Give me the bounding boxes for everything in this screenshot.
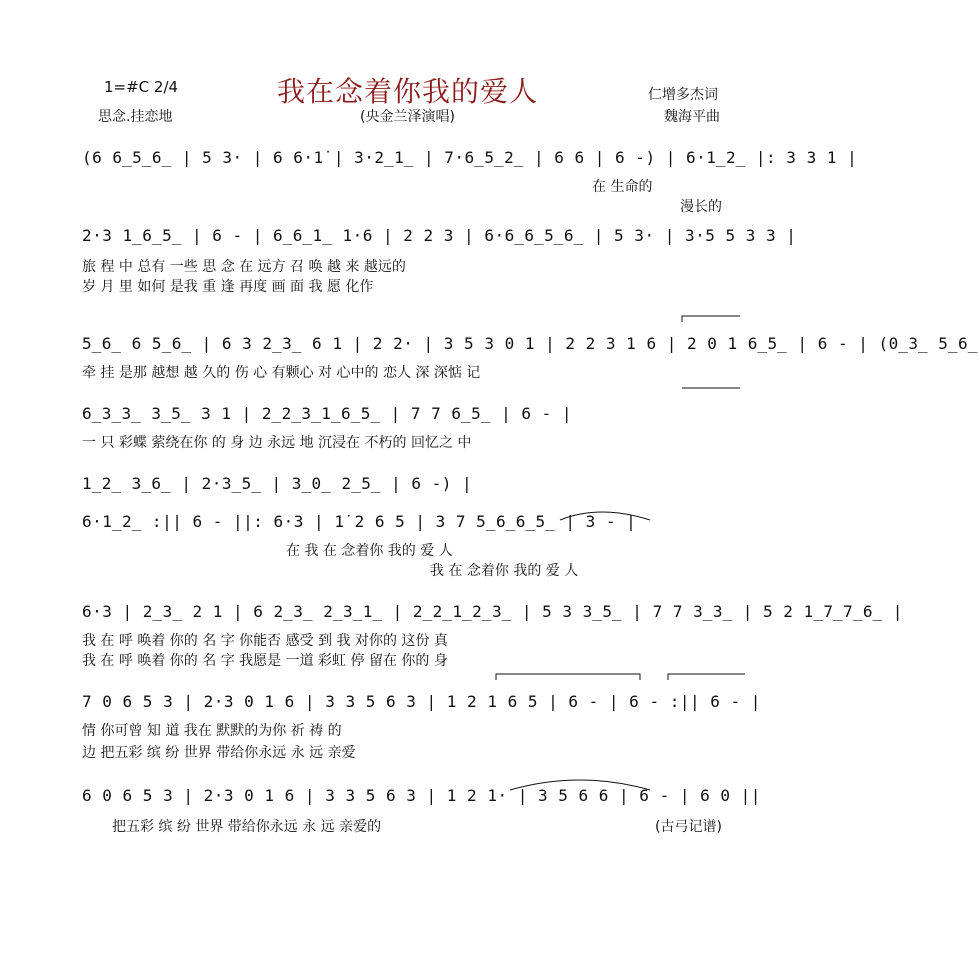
notation-row-9: 6 0 6 5 3 | 2·3 0 1 6 | 3 3 5 6 3 | 1 2 1· | 3 5 6 6 | 6 - | 6 0 || bbox=[82, 786, 761, 805]
lyric-row-9-1: 把五彩 缤 纷 世界 带给你永远 永 远 亲爱的 bbox=[112, 819, 382, 835]
notation-row-6: 6·1̲2̲ :|| 6 - ||: 6·3 | 1̇ 2 6 5 | 3 7 5̲6̲6̲5̲ | 3 - | bbox=[82, 512, 637, 531]
key-signature: 1=#C 2/4 bbox=[104, 78, 179, 96]
style-marking: 思念.挂恋地 bbox=[98, 109, 173, 125]
notation-row-7: 6·3 | 2̲3̲ 2 1 | 6 2̲3̲ 2̲3̲1̲ | 2̲2̲1̲2̲3̲ | 5 3 3̲5̲ | 7 7 3̲3̲ | 5 2 1̲7̲7̲6̲ | bbox=[82, 602, 903, 621]
notation-row-8: 7 0 6 5 3 | 2·3 0 1 6 | 3 3 5 6 3 | 1 2 1 6 5 | 6 - | 6 - :|| 6 - | bbox=[82, 692, 761, 711]
notation-row-1: (6 6̲5̲6̲ | 5 3· | 6 6·1̇ | 3·2̲1̲ | 7·6̲5̲2̲ | 6 6 | 6 -) | 6·1̲2̲ |: 3 3 1 | bbox=[82, 148, 858, 167]
lyric-row-6-1: 在 我 在 念着你 我的 爱 人 bbox=[286, 543, 453, 559]
notation-row-4: 6̲3̲3̲ 3̲5̲ 3 1 | 2̲2̲3̲1̲6̲5̲ | 7 7 6̲5̲ | 6 - | bbox=[82, 404, 573, 423]
lyric-row-7-1: 我 在 呼 唤着 你的 名 字 你能否 感受 到 我 对你的 这份 真 bbox=[82, 633, 448, 649]
lyric-row-3-1: 牵 挂 是那 越想 越 久的 伤 心 有颗心 对 心中的 恋人 深 深惦 记 bbox=[82, 365, 481, 381]
lyric-row-4-1: 一 只 彩蝶 萦绕在你 的 身 边 永远 地 沉浸在 不朽的 回忆之 中 bbox=[82, 435, 472, 451]
lyric-row-8-2: 边 把五彩 缤 纷 世界 带给你永远 永 远 亲爱 bbox=[82, 745, 356, 761]
lyric-row-1-2: 漫长的 bbox=[680, 199, 722, 215]
transcriber-credit: (古弓记谱) bbox=[655, 819, 722, 835]
notation-row-3: 5̲6̲ 6 5̲6̲ | 6 3 2̲3̲ 6 1 | 2 2· | 3 5 3 0 1 | 2 2 3 1 6 | 2 0 1 6̲5̲ | 6 - | (0̲3̲ 5̲6̲ bbox=[82, 334, 978, 353]
lyric-row-7-2: 我 在 呼 唤着 你的 名 字 我愿是 一道 彩虹 停 留在 你的 身 bbox=[82, 653, 448, 669]
composer: 魏海平曲 bbox=[664, 109, 720, 125]
lyric-row-2-1: 旅 程 中 总有 一些 思 念 在 远方 召 唤 越 来 越远的 bbox=[82, 259, 406, 275]
lyric-row-2-2: 岁 月 里 如何 是我 重 逢 再度 画 面 我 愿 化作 bbox=[82, 279, 374, 295]
lyric-row-8-1: 情 你可曾 知 道 我在 默默的为你 祈 祷 的 bbox=[82, 723, 342, 739]
notation-row-5: 1̲2̲ 3̲6̲ | 2·3̲5̲ | 3̲0̲ 2̲5̲ | 6 -) | bbox=[82, 474, 473, 493]
notation-row-2: 2·3 1̲6̲5̲ | 6 - | 6̲6̲1̲ 1·6 | 2 2 3 | 6·6̲6̲5̲6̲ | 5 3· | 3·5 5 3 3 | bbox=[82, 226, 797, 245]
lyricist: 仁增多杰词 bbox=[648, 87, 718, 103]
lyric-row-6-2: 我 在 念着你 我的 爱 人 bbox=[430, 563, 579, 579]
page-title: 我在念着你我的爱人 bbox=[276, 75, 538, 108]
singer: (央金兰泽演唱) bbox=[360, 109, 455, 125]
lyric-row-1-1: 在 生命的 bbox=[592, 179, 653, 195]
